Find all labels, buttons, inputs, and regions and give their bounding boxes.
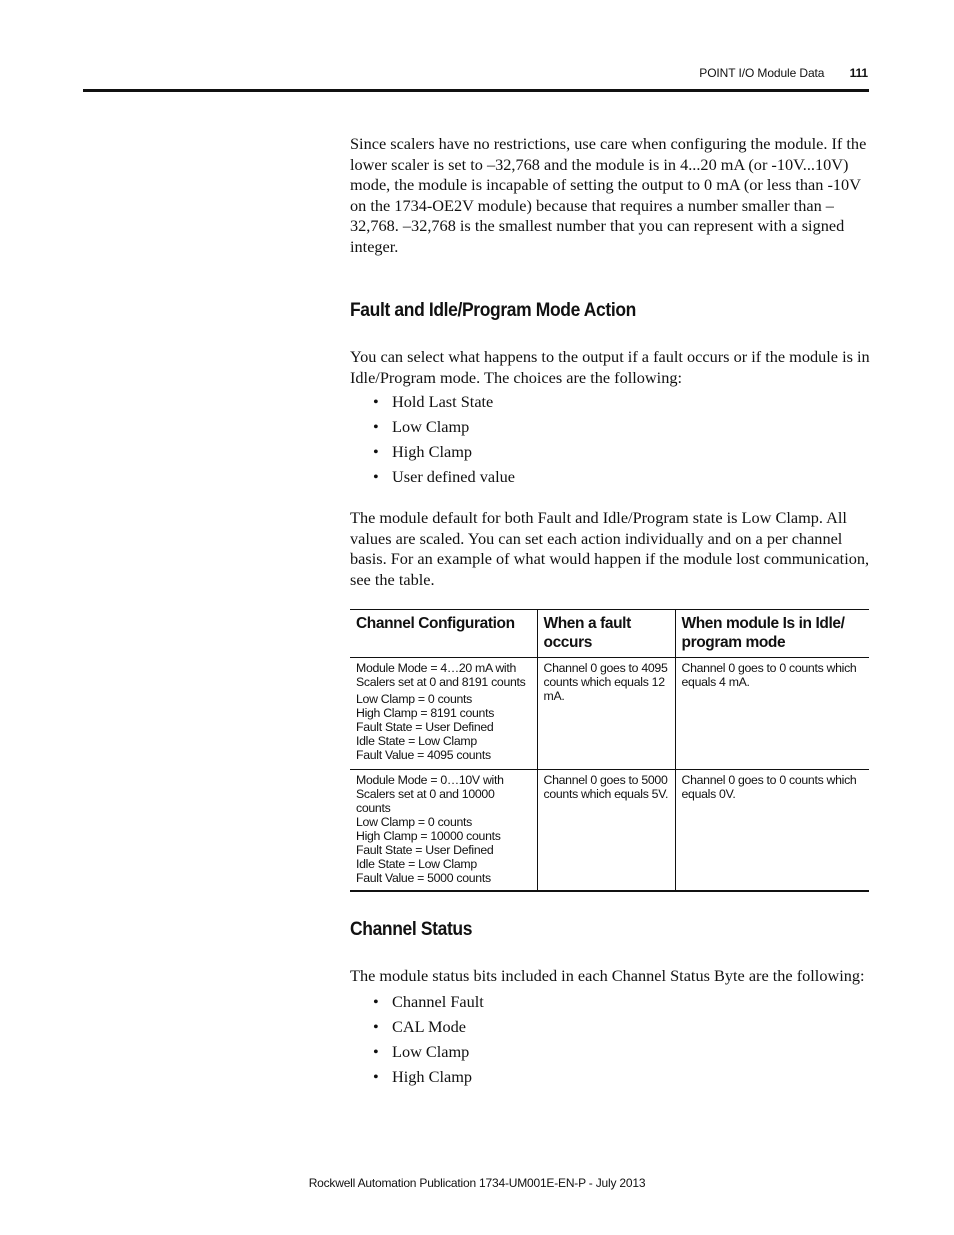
config-line: Idle State = Low Clamp xyxy=(356,734,477,748)
list-item: • Low Clamp xyxy=(350,417,870,442)
config-cell xyxy=(350,770,537,892)
table-header-row xyxy=(350,610,869,658)
fault-paragraph-1: You can select what happens to the output if a fault occurs or if the module is in Idle/Program mode. The choices are the following: xyxy=(350,347,870,387)
fault-options-list xyxy=(350,392,870,492)
table-row xyxy=(350,658,869,770)
list-item: • High Clamp xyxy=(350,1067,870,1092)
status-bits-list xyxy=(350,992,870,1092)
config-line: Low Clamp = 0 counts xyxy=(356,815,473,829)
config-line: Fault Value = 4095 counts xyxy=(356,748,491,762)
column-header: When a fault occurs xyxy=(537,610,675,658)
config-line: Low Clamp = 0 counts xyxy=(356,692,473,706)
list-item: • CAL Mode xyxy=(350,1017,870,1042)
config-line: Fault State = User Defined xyxy=(356,720,494,734)
config-line: High Clamp = 10000 counts xyxy=(356,829,501,843)
status-section-heading: Channel Status xyxy=(350,919,473,940)
config-line: High Clamp = 8191 counts xyxy=(356,706,495,720)
fault-section-body-2 xyxy=(350,508,870,590)
config-cell xyxy=(350,658,537,770)
fault-section-body xyxy=(350,347,870,492)
header-rule xyxy=(83,89,869,92)
fault-cell: Channel 0 goes to 4095 counts which equals 12 mA. xyxy=(537,658,675,770)
status-section-body xyxy=(350,966,870,1092)
config-line: Fault Value = 5000 counts xyxy=(356,871,491,885)
fault-cell: Channel 0 goes to 5000 counts which equals 5V. xyxy=(537,770,675,892)
config-line: Module Mode = 4…20 mA with Scalers set at 0 and 8191 counts xyxy=(356,661,526,689)
channel-config-table xyxy=(350,609,869,892)
list-item: • Channel Fault xyxy=(350,992,870,1017)
list-item: • High Clamp xyxy=(350,442,870,467)
config-line: Module Mode = 0…10V with Scalers set at 0 and 10000 counts xyxy=(356,773,504,815)
fault-section-heading: Fault and Idle/Program Mode Action xyxy=(350,300,636,321)
column-header: When module Is in Idle/ program mode xyxy=(675,610,869,658)
idle-cell: Channel 0 goes to 0 counts which equals 4 mA. xyxy=(675,658,869,770)
fault-paragraph-2: The module default for both Fault and Idle/Program state is Low Clamp. All values are scaled. You can set each action individually and on a per channel basis. For an example of what would happen if the module lost communication, see the table. xyxy=(350,508,870,589)
status-paragraph: The module status bits included in each Channel Status Byte are the following: xyxy=(350,966,865,985)
intro-block xyxy=(350,134,870,257)
page-footer: Rockwell Automation Publication 1734-UM001E-EN-P - July 2013 xyxy=(308,1176,646,1190)
fault-section xyxy=(350,300,870,322)
running-header xyxy=(699,66,868,80)
header-section-title: POINT I/O Module Data xyxy=(699,66,825,80)
list-item: • Hold Last State xyxy=(350,392,870,417)
intro-paragraph: Since scalers have no restrictions, use care when configuring the module. If the lower scaler is set to –32,768 and the module is in 4...20 mA (or -10V...10V) mode, the module is incapable of setting the output to 0 mA (or less than -10V on the 1734-OE2V module) because that requires a number smaller than –32,768. –32,768 is the smallest number that you can represent with a signed integer. xyxy=(350,134,867,256)
page-number: 111 xyxy=(849,66,868,80)
list-item: • User defined value xyxy=(350,467,870,492)
list-item: • Low Clamp xyxy=(350,1042,870,1067)
idle-cell: Channel 0 goes to 0 counts which equals 0V. xyxy=(675,770,869,892)
config-line: Fault State = User Defined xyxy=(356,843,494,857)
config-line: Idle State = Low Clamp xyxy=(356,857,477,871)
table-row xyxy=(350,770,869,892)
status-section xyxy=(350,919,870,941)
column-header: Channel Configuration xyxy=(356,615,515,632)
